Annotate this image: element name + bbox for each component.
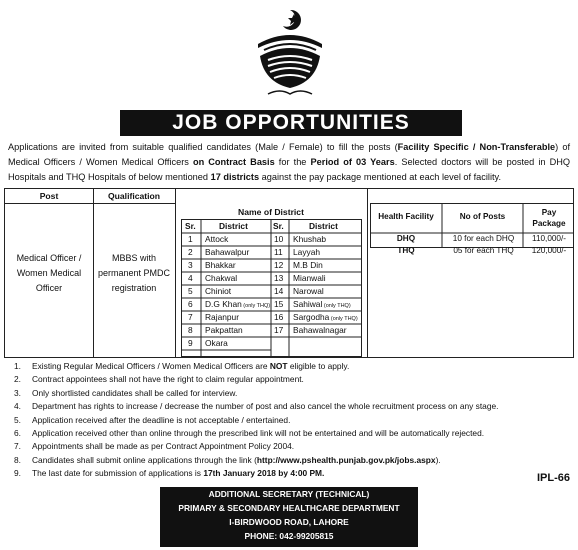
table-row: [181, 272, 363, 285]
district-sr: 8: [188, 325, 193, 335]
note-text-part: Application received other than online through the prescribed link will not be entertained and will be automatically rejected.: [32, 427, 485, 438]
intro-bold: 17 districts: [210, 172, 260, 182]
note-text-part: Only shortlisted candidates shall be called for interview.: [32, 387, 238, 398]
table-row: [181, 246, 363, 259]
district-sr: 4: [188, 273, 193, 283]
facility-name: DHQ: [396, 234, 416, 243]
district-name: Bahawalnagar: [293, 325, 347, 335]
reference-code: IPL-66: [536, 472, 570, 484]
note-text-part: Application received after the deadline is not acceptable / entertained.: [32, 414, 291, 425]
list-item: [14, 360, 574, 373]
table-row: [181, 337, 363, 350]
note-text: [32, 360, 349, 373]
district-sr: 10: [274, 234, 284, 244]
district-sr: 17: [274, 325, 284, 335]
note-number: 7.: [14, 441, 21, 452]
table-row: [181, 324, 363, 337]
intro-text: for the: [274, 157, 311, 167]
district-name: Bahawalpur: [205, 247, 250, 257]
intro-text: against the pay package mentioned at each level of facility.: [261, 172, 502, 182]
district-note: (only THQ): [322, 303, 351, 309]
district-sr: 7: [188, 312, 193, 322]
header-district: District: [219, 221, 248, 231]
district-sr: 6: [188, 299, 193, 309]
district-name: Khushab: [293, 234, 327, 244]
note-number: 5.: [14, 414, 21, 425]
table-row: [181, 233, 363, 246]
note-text-part: Appointments shall be made as per Contract Appointment Policy 2004.: [32, 441, 295, 452]
note-bold: NOT: [269, 361, 288, 371]
district-name: D.G Khan (only THQ): [205, 299, 271, 309]
district-sr: 9: [188, 338, 193, 348]
facility-pay: 120,000/-: [531, 246, 567, 255]
header-no-of-posts: No of Posts: [459, 212, 506, 221]
note-number: 9.: [14, 468, 21, 479]
district-sr: 2: [188, 247, 193, 257]
note-text-part: The last date for submission of applications is: [32, 468, 204, 479]
table-row: [181, 298, 363, 311]
district-sr: 16: [274, 312, 284, 322]
district-table: [181, 206, 363, 358]
intro-text: Medical Officers: [121, 157, 193, 167]
note-text-part: Candidates shall submit online applications through the link (: [32, 454, 257, 465]
post-value: Medical Officer / Women Medical Officer: [16, 253, 82, 293]
contact-footer: [160, 487, 418, 547]
note-text: [32, 414, 290, 427]
district-name: Pakpattan: [205, 325, 243, 335]
district-note: (only THQ): [241, 303, 271, 309]
district-sr: 13: [274, 273, 284, 283]
note-text-part: Department has rights to increase / decrease the number of post and also cancel the whole recruitment process on any stage.: [32, 401, 499, 412]
note-text: [32, 400, 498, 413]
intro-text: . Selected doctors will be posted in DHQ Hospitals and THQ Hospitals of below mentioned: [8, 157, 570, 182]
facility-table: [370, 189, 575, 255]
list-item: [14, 440, 574, 453]
header-district: District: [309, 221, 338, 231]
district-header-row: [181, 220, 363, 233]
note-text-part: ).: [435, 454, 441, 465]
note-text: [32, 454, 441, 467]
intro-bold: Period of 03 Years: [310, 157, 395, 167]
facility-name: THQ: [397, 246, 415, 255]
note-text: [32, 373, 304, 386]
header-pay-package: Pay Package: [532, 208, 566, 228]
note-number: 3.: [14, 387, 21, 398]
note-text: [32, 387, 237, 400]
table-divider: [5, 203, 175, 204]
district-sr: 12: [274, 260, 284, 270]
district-sr: 5: [188, 286, 193, 296]
table-divider: [367, 189, 368, 357]
header-name-of-district: Name of District: [238, 207, 304, 217]
header-health-facility: Health Facility: [378, 212, 434, 221]
table-row: [181, 285, 363, 298]
district-name: Attock: [205, 234, 229, 244]
district-sr: 1: [188, 234, 193, 244]
district-name: Sahiwal (only THQ): [293, 299, 351, 309]
note-text-part: eligible to apply.: [287, 361, 350, 371]
list-item: [14, 387, 574, 400]
note-bold: http://www.pshealth.punjab.gov.pk/jobs.aspx: [256, 454, 436, 465]
district-name: M.B Din: [293, 260, 323, 270]
list-item: [14, 400, 574, 413]
posts-table: [4, 188, 574, 358]
terms-list: [14, 360, 574, 481]
facility-pay: 110,000/-: [532, 234, 566, 243]
list-item: [14, 454, 574, 467]
footer-phone: PHONE: 042-99205815: [244, 531, 334, 541]
intro-bold: on Contract Basis: [192, 157, 275, 167]
note-text-part: Contract appointees shall not have the right to claim regular appointment.: [32, 374, 304, 385]
district-sr: 3: [188, 260, 193, 270]
district-name: Chakwal: [205, 273, 238, 283]
list-item: [14, 373, 574, 386]
header-qualification: Qualification: [107, 191, 161, 201]
district-sr: 11: [274, 247, 283, 257]
note-text: [32, 427, 484, 440]
table-row: [181, 259, 363, 272]
header-post: Post: [39, 191, 59, 201]
table-divider: [93, 189, 94, 357]
table-row: [181, 311, 363, 324]
note-number: 4.: [14, 401, 21, 412]
note-number: 1.: [14, 361, 21, 371]
footer-line: PRIMARY & SECONDARY HEALTHCARE DEPARTMENT: [178, 503, 400, 513]
district-name: Layyah: [293, 247, 321, 257]
qualification-value: MBBS with permanent PMDC registration: [97, 253, 171, 293]
list-item: [14, 467, 574, 480]
list-item: [14, 427, 574, 440]
note-number: 8.: [14, 454, 21, 465]
note-text-part: Existing Regular Medical Officers / Women Medical Officers are: [32, 361, 270, 371]
intro-text: ) of Medical Officers / Women: [8, 142, 571, 167]
note-number: 2.: [14, 374, 21, 385]
district-name: Chiniot: [205, 286, 232, 296]
facility-posts: 10 for each DHQ: [452, 234, 515, 243]
note-text: [32, 440, 294, 453]
page-title: JOB OPPORTUNITIES: [120, 110, 462, 136]
note-number: 6.: [14, 427, 21, 438]
district-name: Bhakkar: [205, 260, 236, 270]
intro-paragraph: [8, 140, 570, 185]
district-name: Mianwali: [293, 273, 326, 283]
district-note: (only THQ): [329, 316, 358, 322]
header-sr: Sr.: [185, 221, 196, 231]
list-item: [14, 414, 574, 427]
district-name: Okara: [205, 338, 228, 348]
footer-line: ADDITIONAL SECRETARY (TECHNICAL): [208, 489, 370, 499]
district-name: Narowal: [293, 286, 324, 296]
district-sr: 14: [274, 286, 284, 296]
header-sr: Sr.: [273, 221, 284, 231]
punjab-emblem-icon: [250, 4, 330, 104]
intro-text: Applications are invited from suitable qualified candidates (Male / Female) to fill the posts (: [8, 142, 398, 152]
district-name: Sargodha (only THQ): [293, 312, 358, 322]
intro-bold: Facility Specific / Non-Transferable: [397, 142, 556, 152]
note-text: [32, 467, 324, 480]
district-sr: 15: [274, 299, 284, 309]
note-bold: 17th January 2018 by 4:00 PM.: [203, 468, 325, 479]
facility-posts: 05 for each THQ: [453, 246, 514, 255]
district-name: Rajanpur: [205, 312, 239, 322]
footer-line: I-BIRDWOOD ROAD, LAHORE: [229, 517, 349, 527]
